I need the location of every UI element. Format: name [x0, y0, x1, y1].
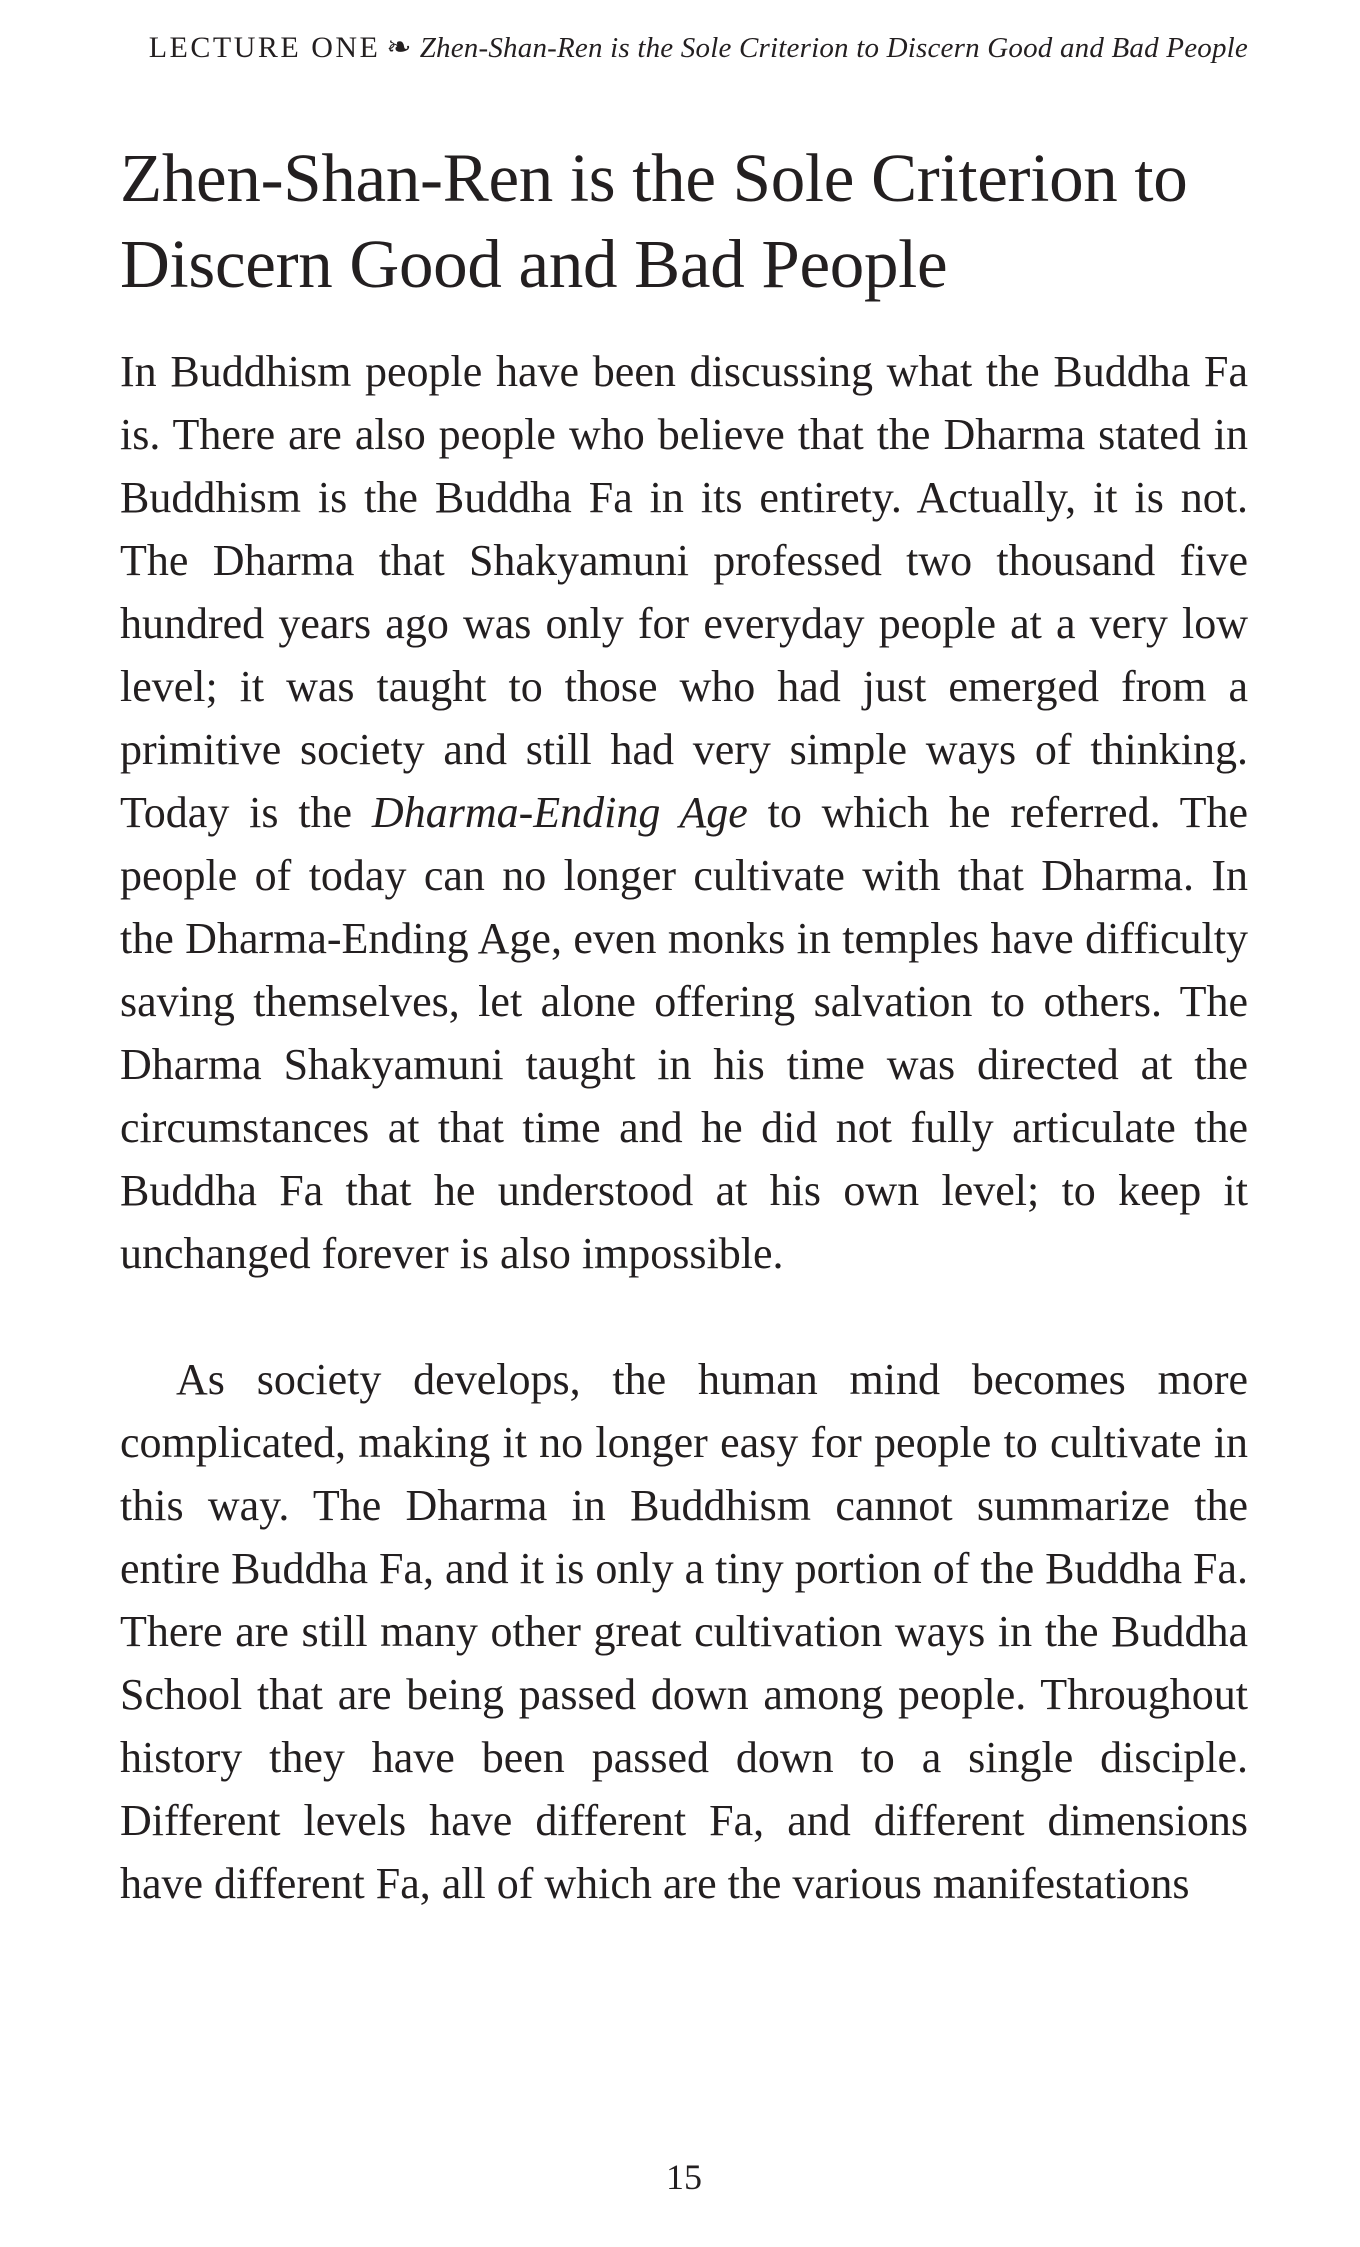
paragraph-1-text-before-emphasis: In Buddhism people have been discussing what the Buddha Fa is. There are also people who believe that the Dharma stated in Buddhism is the Buddha Fa in its entirety. Actually, it is not. The Dharma that Shakyamuni professed two thousand five hundred years ago was only for everyday people at a very low level; it was taught to those who had just emerged from a primitive society and still had very simple ways of thinking. Today is the	[120, 347, 1248, 837]
body-text	[120, 340, 1248, 1915]
emphasis-dharma-ending-age: Dharma-Ending Age	[371, 788, 748, 837]
chapter-title: Zhen-Shan-Ren is the Sole Criterion to Discern Good and Bad People	[120, 140, 1188, 302]
page-number: 15	[666, 2157, 702, 2197]
paragraph-2: As society develops, the human mind becomes more complicated, making it no longer easy for people to cultivate in this way. The Dharma in Buddhism cannot summarize the entire Buddha Fa, and it is only a tiny portion of the Buddha Fa. There are still many other great cultivation ways in the Buddha School that are being passed down among people. Throughout history they have been passed down to a single disciple. Different levels have different Fa, and different dimensions have different Fa, all of which are the various manifestations	[120, 1355, 1248, 1908]
fleuron-icon: ❧	[386, 31, 412, 64]
paragraph-1-text-after-emphasis: to which he referred. The people of today can no longer cultivate with that Dharma. In the Dharma-Ending Age, even monks in temples have difficulty saving themselves, let alone offering salvation to others. The Dharma Shakyamuni taught in his time was directed at the circumstances at that time and he did not fully articulate the Buddha Fa that he understood at his own level; to keep it unchanged forever is also impossible.	[120, 788, 1249, 1278]
paragraph-1	[120, 340, 1248, 1285]
running-header-section: LECTURE ONE	[148, 31, 381, 64]
running-header	[120, 28, 1248, 68]
running-header-title: Zhen-Shan-Ren is the Sole Criterion to Discern Good and Bad People	[419, 32, 1248, 64]
book-page	[120, 0, 1248, 2247]
